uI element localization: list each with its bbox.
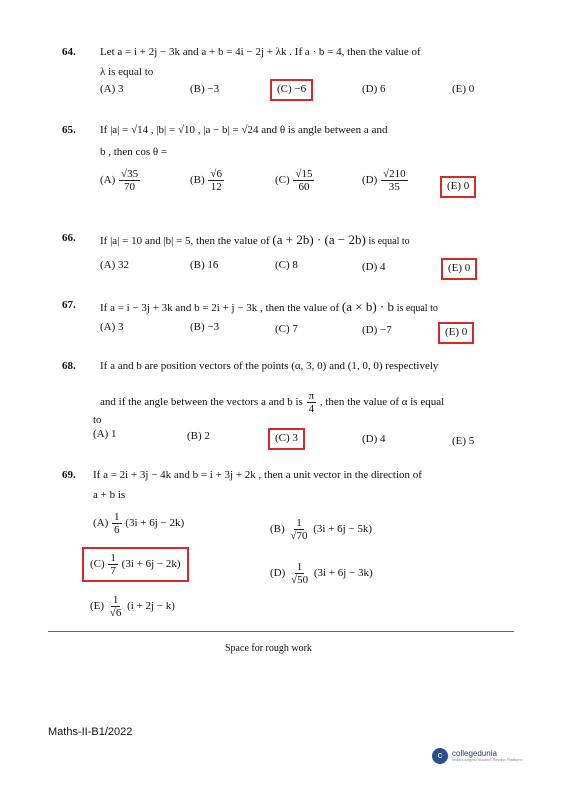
question-text-part: If |a| = 10 and |b| = 5, then the value of (100, 235, 270, 247)
option-d: (D) 6 (362, 83, 386, 95)
fraction-numerator: √35 (121, 168, 139, 180)
option-a: (A) 3 (100, 321, 124, 333)
question-text (100, 232, 410, 249)
fraction-numerator: 1 (114, 511, 120, 523)
fraction-denominator: 35 (388, 181, 400, 194)
fraction-denominator: 7 (110, 565, 116, 578)
question-number: 69. (62, 469, 76, 481)
option-c-marked (82, 547, 189, 582)
logo-icon: c (432, 748, 448, 764)
option-label: (D) (362, 174, 378, 187)
option-e-marked: (E) 0 (438, 322, 474, 344)
fraction-numerator: √6 (210, 168, 222, 180)
option-b (190, 168, 225, 193)
fraction-numerator: √15 (295, 168, 313, 180)
question-text: Let a = i + 2j − 3k and a + b = 4i − 2j + λk . If a · b = 4, then the value of (100, 46, 421, 58)
fraction-numerator: 1 (110, 552, 116, 564)
option-label: (C) (275, 174, 290, 187)
option-fraction (381, 168, 408, 193)
option-c-marked: (C) −6 (270, 79, 313, 101)
option-e-marked: (E) 0 (441, 258, 477, 280)
option-coefficient (288, 517, 309, 542)
logo-name: collegedunia (452, 748, 497, 758)
logo-tagline: India's largest Student Review Platform (452, 757, 522, 763)
option-a (100, 168, 141, 193)
option-coefficient (112, 511, 122, 536)
option-c: (C) 7 (275, 323, 298, 335)
option-e: (E) 5 (452, 435, 475, 447)
option-label: (B) (190, 174, 205, 187)
fraction-denominator: 4 (308, 403, 315, 416)
option-c: (C) 8 (275, 259, 298, 271)
fraction-denominator: 6 (114, 524, 120, 537)
question-text (100, 390, 444, 415)
option-fraction (208, 168, 224, 193)
option-a (93, 511, 184, 536)
option-coefficient (108, 594, 124, 619)
option-e: (E) 0 (452, 83, 475, 95)
fraction-numerator: π (308, 390, 315, 402)
question-text-part: If a = i − 3j + 3k and b = 2i + j − 3k , then the value of (100, 302, 340, 314)
option-label: (B) (270, 523, 285, 536)
option-b: (B) −3 (190, 83, 220, 95)
option-b (270, 517, 372, 542)
fraction-numerator: 1 (296, 517, 302, 529)
collegedunia-logo (432, 748, 522, 764)
logo-text (452, 750, 522, 763)
option-vector: (i + 2j − k) (127, 600, 175, 613)
question-number: 68. (62, 360, 76, 372)
question-text-part: is equal to (396, 303, 438, 314)
option-d: (D) −7 (362, 324, 392, 336)
option-coefficient (108, 552, 118, 577)
option-vector: (3i + 6j − 2k) (121, 558, 181, 571)
fraction-denominator: √70 (290, 530, 308, 543)
question-text: to (93, 414, 102, 426)
option-label: (E) (90, 600, 105, 613)
option-fraction (119, 168, 140, 193)
option-label: (C) (90, 558, 105, 571)
option-label: (A) (93, 517, 109, 530)
rough-work-label: Space for rough work (225, 643, 312, 654)
question-text: b , then cos θ = (100, 146, 168, 158)
question-text: If a and b are position vectors of the points (α, 3, 0) and (1, 0, 0) respectively (100, 360, 439, 372)
option-coefficient (289, 561, 310, 586)
option-d: (D) 4 (362, 433, 386, 445)
option-d (362, 168, 409, 193)
fraction-numerator: √210 (383, 168, 406, 180)
option-d: (D) 4 (362, 261, 386, 273)
divider-line (48, 631, 514, 632)
option-c-marked: (C) 3 (268, 428, 305, 450)
question-text-part: and if the angle between the vectors a and b is (100, 396, 303, 409)
question-text (100, 299, 438, 316)
fraction-denominator: 70 (124, 181, 136, 194)
pi-fraction (307, 390, 317, 415)
question-number: 64. (62, 46, 76, 58)
option-e (90, 594, 175, 619)
option-vector: (3i + 6j − 5k) (313, 523, 373, 536)
question-text-part: , then the value of α is equal (319, 396, 445, 409)
option-b: (B) −3 (190, 321, 220, 333)
question-number: 65. (62, 124, 76, 136)
option-a: (A) 32 (100, 259, 130, 271)
question-text: λ is equal to (100, 66, 154, 78)
footer-code: Maths-II-B1/2022 (48, 726, 133, 738)
question-text-part: is equal to (368, 236, 410, 247)
fraction-denominator: 12 (210, 181, 222, 194)
question-expression: (a × b) · b (341, 299, 394, 314)
option-c (275, 168, 315, 193)
fraction-numerator: 1 (112, 594, 119, 606)
fraction-denominator: √6 (109, 607, 122, 620)
option-e-marked: (E) 0 (440, 176, 476, 198)
option-d (270, 561, 373, 586)
option-b: (B) 16 (190, 259, 219, 271)
question-text: If |a| = √14 , |b| = √10 , |a − b| = √24 and θ is angle between a and (100, 124, 388, 136)
option-vector: (3i + 6j − 2k) (125, 517, 185, 530)
fraction-numerator: 1 (296, 561, 303, 573)
fraction-denominator: √50 (291, 574, 309, 587)
question-text: a + b is (93, 489, 126, 501)
fraction-denominator: 60 (298, 181, 310, 194)
question-number: 66. (62, 232, 76, 244)
option-a: (A) 1 (93, 428, 117, 440)
option-label: (A) (100, 174, 116, 187)
option-vector: (3i + 6j − 3k) (313, 567, 373, 580)
option-b: (B) 2 (187, 430, 210, 442)
option-a: (A) 3 (100, 83, 124, 95)
question-number: 67. (62, 299, 76, 311)
option-label: (D) (270, 567, 286, 580)
option-fraction (293, 168, 314, 193)
question-expression: (a + 2b) · (a − 2b) (272, 232, 366, 247)
question-text: If a = 2i + 3j − 4k and b = i + 3j + 2k , then a unit vector in the direction of (93, 469, 422, 481)
